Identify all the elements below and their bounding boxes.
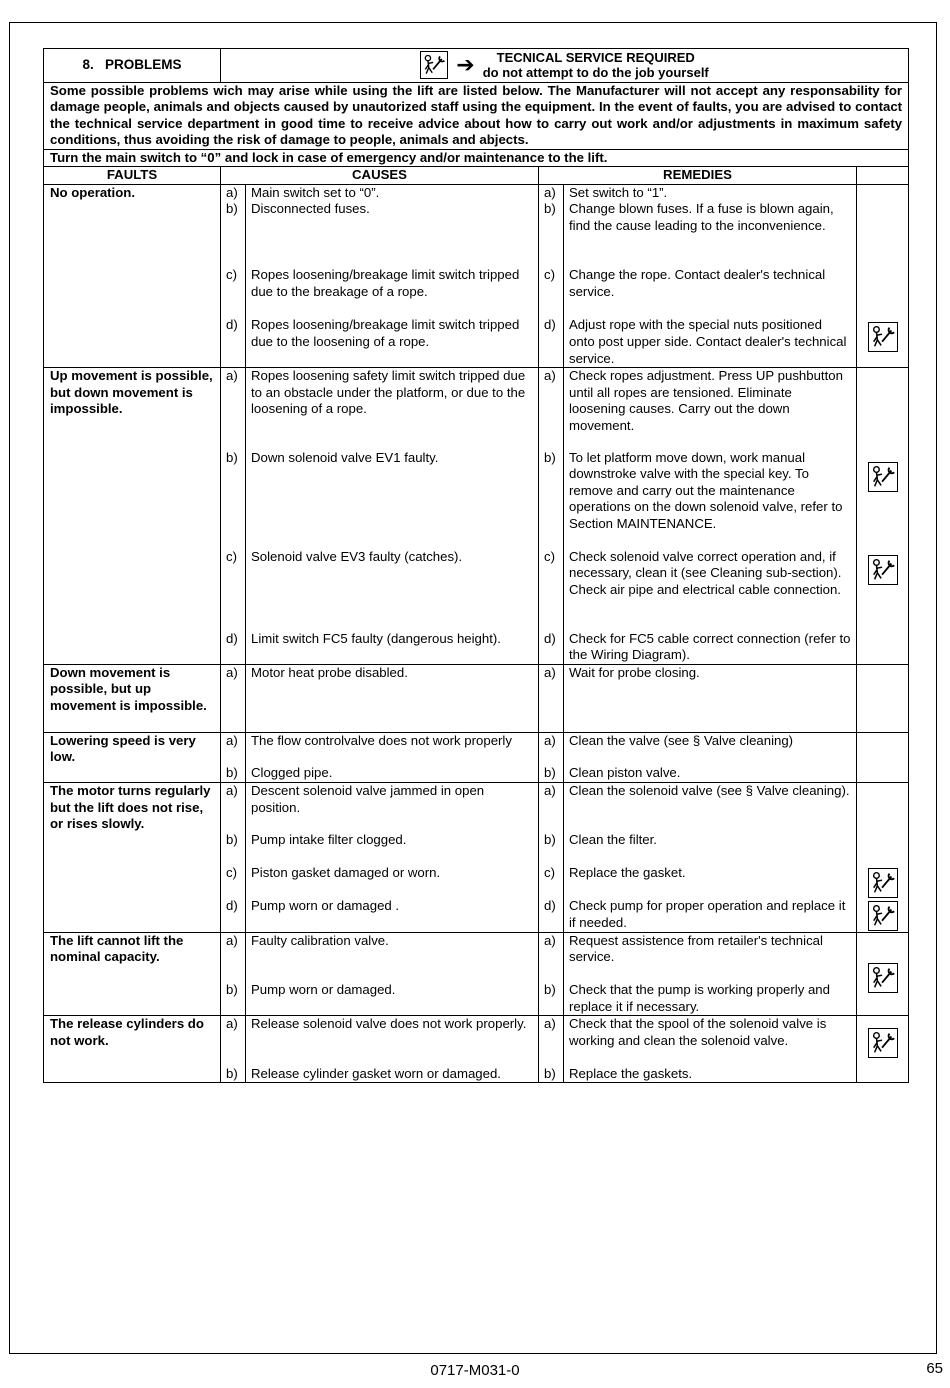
service-icon-cell: [857, 782, 909, 932]
cause-text: Release solenoid valve does not work properly.: [246, 1016, 539, 1066]
fault-label: Down movement is possible, but up movement is impossible.: [44, 664, 221, 732]
cause-letter: a): [221, 664, 246, 732]
remedy-text: Check solenoid valve correct operation and, if necessary, clean it (see Cleaning sub-section). Check air pipe and electrical cable connection.: [564, 549, 857, 631]
cause-letter: a): [221, 368, 246, 450]
column-header-row: [44, 167, 909, 185]
cause-text: Pump intake filter clogged.: [246, 832, 539, 865]
causes-header: CAUSES: [221, 167, 539, 185]
remedy-text: Request assistence from retailer's technical service.: [564, 932, 857, 982]
remedy-text: Check that the pump is working properly and replace it if necessary.: [564, 982, 857, 1016]
main-switch-note: Turn the main switch to “0” and lock in case of emergency and/or maintenance to the lift.: [44, 149, 909, 167]
remedy-letter: a): [539, 1016, 564, 1066]
service-title: TECNICAL SERVICE REQUIRED: [496, 50, 695, 65]
icon-column-header: [857, 167, 909, 185]
cause-text: Release cylinder gasket worn or damaged.: [246, 1066, 539, 1083]
remedy-letter: c): [539, 549, 564, 631]
remedy-text: Clean the solenoid valve (see § Valve cleaning).: [564, 782, 857, 832]
section-number: 8.: [82, 57, 94, 73]
cause-text: Motor heat probe disabled.: [246, 664, 539, 732]
intro-paragraph: Some possible problems wich may arise while using the lift are listed below. The Manufacturer will not accept any responsability for damage people, animals and objects caused by unautorized staff using the equipment. In the event of faults, you are advised to contact the technical service department in good time to receive advice about how to carry out work and/or adjustments in maximum safety conditions, thus avoiding the risk of damage to people, animals and abjects.: [44, 83, 909, 150]
fault-item-row: [44, 732, 909, 765]
cause-text: Clogged pipe.: [246, 765, 539, 782]
remedy-text: Adjust rope with the special nuts positioned onto post upper side. Contact dealer's technical service.: [564, 317, 857, 367]
remedy-letter: a): [539, 732, 564, 765]
cause-text: Faulty calibration valve.: [246, 932, 539, 982]
cause-text: Piston gasket damaged or worn.: [246, 865, 539, 898]
cause-text: Solenoid valve EV3 faulty (catches).: [246, 549, 539, 631]
cause-text: Pump worn or damaged .: [246, 898, 539, 932]
technician-wrench-icon: [868, 555, 898, 585]
remedy-text: Check pump for proper operation and replace it if needed.: [564, 898, 857, 932]
cause-text: Pump worn or damaged.: [246, 982, 539, 1016]
service-banner: [221, 49, 909, 83]
remedy-letter: b): [539, 765, 564, 782]
cause-text: Ropes loosening/breakage limit switch tripped due to the loosening of a rope.: [246, 317, 539, 367]
service-icon-cell: [857, 184, 909, 367]
service-icon-cell: [857, 1016, 909, 1083]
cause-text: Ropes loosening safety limit switch tripped due to an obstacle under the platform, or due to the loosening of a rope.: [246, 368, 539, 450]
page-number: 65: [926, 1360, 943, 1377]
document-code: 0717-M031-0: [430, 1362, 520, 1379]
cause-letter: b): [221, 1066, 246, 1083]
cause-letter: d): [221, 631, 246, 665]
fault-label: The motor turns regularly but the lift does not rise, or rises slowly.: [44, 782, 221, 932]
cause-letter: d): [221, 898, 246, 932]
service-subtitle: do not attempt to do the job yourself: [482, 65, 709, 80]
fault-item-row: [44, 1016, 909, 1066]
cause-letter: c): [221, 865, 246, 898]
cause-text: Limit switch FC5 faulty (dangerous height).: [246, 631, 539, 665]
cause-letter: b): [221, 832, 246, 865]
remedy-letter: c): [539, 865, 564, 898]
remedy-text: Wait for probe closing.: [564, 664, 857, 732]
remedy-text: Clean piston valve.: [564, 765, 857, 782]
switch-note-row: [44, 149, 909, 167]
remedy-letter: a): [539, 932, 564, 982]
technician-wrench-icon: [868, 1028, 898, 1058]
remedy-text: To let platform move down, work manual downstroke valve with the special key. To remove and carry out the maintenance operations on the down solenoid valve, refer to Section MAINTENANCE.: [564, 450, 857, 549]
fault-item-row: [44, 932, 909, 982]
remedy-letter: b): [539, 1066, 564, 1083]
technician-wrench-icon: [868, 868, 898, 898]
remedy-text: Clean the filter.: [564, 832, 857, 865]
faults-header: FAULTS: [44, 167, 221, 185]
cause-text: Disconnected fuses.: [246, 201, 539, 267]
cause-letter: c): [221, 549, 246, 631]
remedy-letter: a): [539, 368, 564, 450]
service-icon-cell: [857, 932, 909, 1016]
remedies-header: REMEDIES: [539, 167, 857, 185]
technician-wrench-icon: [868, 462, 898, 492]
fault-label: Lowering speed is very low.: [44, 732, 221, 782]
fault-label: Up movement is possible, but down movement is impossible.: [44, 368, 221, 665]
remedy-letter: b): [539, 201, 564, 267]
fault-label: No operation.: [44, 184, 221, 367]
cause-text: Descent solenoid valve jammed in open position.: [246, 782, 539, 832]
cause-letter: a): [221, 1016, 246, 1066]
remedy-letter: d): [539, 631, 564, 665]
cause-letter: a): [221, 782, 246, 832]
remedy-text: Change blown fuses. If a fuse is blown again, find the cause leading to the inconvenience.: [564, 201, 857, 267]
cause-text: The flow controlvalve does not work properly: [246, 732, 539, 765]
remedy-text: Check for FC5 cable correct connection (refer to the Wiring Diagram).: [564, 631, 857, 665]
fault-item-row: [44, 368, 909, 450]
remedy-text: Clean the valve (see § Valve cleaning): [564, 732, 857, 765]
cause-text: Ropes loosening/breakage limit switch tripped due to the breakage of a rope.: [246, 267, 539, 317]
cause-letter: b): [221, 201, 246, 267]
remedy-letter: d): [539, 317, 564, 367]
cause-letter: a): [221, 932, 246, 982]
cause-text: Main switch set to “0”.: [246, 184, 539, 201]
cause-letter: b): [221, 982, 246, 1016]
technician-wrench-icon: [868, 963, 898, 993]
remedy-letter: b): [539, 832, 564, 865]
fault-item-row: [44, 782, 909, 832]
remedy-text: Check that the spool of the solenoid valve is working and clean the solenoid valve.: [564, 1016, 857, 1066]
header-row: [44, 49, 909, 83]
remedy-text: Check ropes adjustment. Press UP pushbutton until all ropes are tensioned. Eliminate loosening causes. Carry out the down movement.: [564, 368, 857, 450]
remedy-text: Set switch to “1”.: [564, 184, 857, 201]
technician-wrench-icon: [868, 322, 898, 352]
remedy-letter: a): [539, 664, 564, 732]
fault-rows: [44, 184, 909, 1083]
cause-letter: a): [221, 732, 246, 765]
remedy-letter: a): [539, 184, 564, 201]
fault-label: The release cylinders do not work.: [44, 1016, 221, 1083]
fault-item-row: [44, 184, 909, 201]
remedy-text: Replace the gaskets.: [564, 1066, 857, 1083]
service-icon-cell: [857, 368, 909, 665]
cause-letter: d): [221, 317, 246, 367]
remedy-letter: b): [539, 450, 564, 549]
cause-letter: a): [221, 184, 246, 201]
troubleshooting-table: [43, 48, 909, 1083]
cause-letter: b): [221, 765, 246, 782]
cause-letter: c): [221, 267, 246, 317]
remedy-letter: a): [539, 782, 564, 832]
cause-text: Down solenoid valve EV1 faulty.: [246, 450, 539, 549]
section-title-text: PROBLEMS: [105, 57, 182, 73]
cause-letter: b): [221, 450, 246, 549]
right-arrow-icon: ➔: [456, 52, 475, 77]
remedy-letter: d): [539, 898, 564, 932]
fault-item-row: [44, 664, 909, 732]
intro-row: [44, 83, 909, 150]
remedy-text: Replace the gasket.: [564, 865, 857, 898]
remedy-letter: b): [539, 982, 564, 1016]
remedy-letter: c): [539, 267, 564, 317]
service-icon-cell: [857, 732, 909, 782]
fault-label: The lift cannot lift the nominal capacity.: [44, 932, 221, 1016]
technician-wrench-icon: [868, 901, 898, 931]
remedy-text: Change the rope. Contact dealer's technical service.: [564, 267, 857, 317]
service-icon-cell: [857, 664, 909, 732]
section-title: [44, 49, 221, 83]
technician-wrench-icon: [420, 51, 448, 79]
